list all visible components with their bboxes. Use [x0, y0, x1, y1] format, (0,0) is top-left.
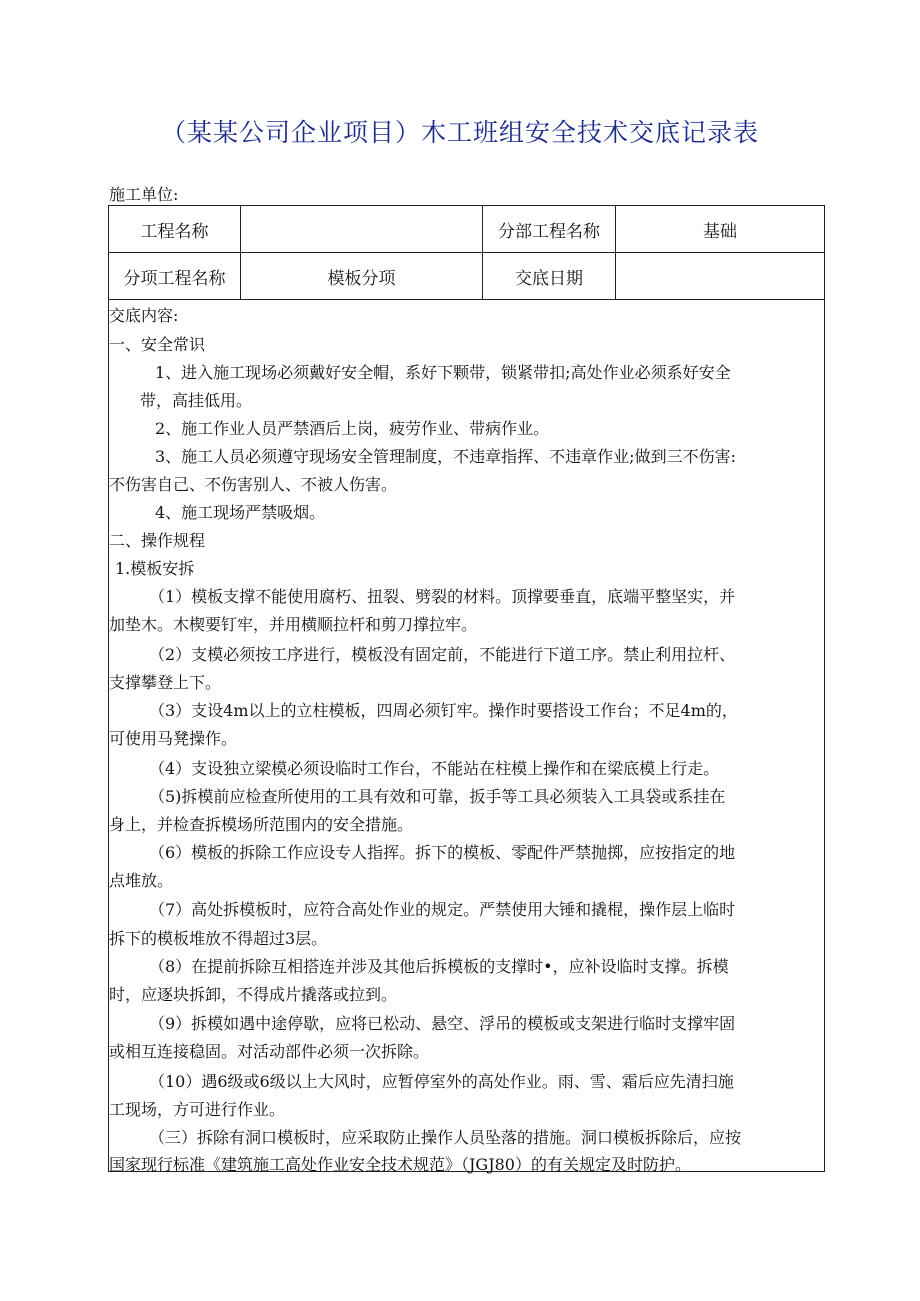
p1-line1: （1）模板支撑不能使用腐朽、扭裂、劈裂的材料。顶撑要垂直，底端平整坚实，并 [149, 587, 736, 606]
sub-project-value: 基础 [616, 206, 825, 253]
s1-item3-line2: 不伤害自己、不伤害别人、不被人伤害。 [109, 475, 398, 494]
p2-line2: 支撑攀登上下。 [109, 673, 222, 692]
info-row-2 [109, 253, 825, 300]
p8-line1: （8）在提前拆除互相搭连并涉及其他后拆模板的支撑时•，应补设临时支撑。拆模 [149, 957, 729, 976]
item-project-value: 模板分项 [241, 253, 483, 300]
document-title: （某某公司企业项目）木工班组安全技术交底记录表 [160, 118, 759, 147]
p8-line2: 时，应逐块拆卸，不得成片撬落或拉到。 [109, 985, 398, 1004]
content-heading: 交底内容: [109, 306, 179, 325]
project-name-label: 工程名称 [109, 206, 241, 253]
item-project-label: 分项工程名称 [109, 253, 241, 300]
info-table [108, 205, 825, 300]
p6-line2: 点堆放。 [109, 871, 174, 890]
p5-line1: （5)拆模前应检查所使用的工具有效和可靠，扳手等工具必须装入工具袋或系挂在 [149, 787, 726, 806]
section2-title: 二、操作规程 [109, 531, 206, 550]
date-label: 交底日期 [483, 253, 616, 300]
sub1-title: 1.模板安拆 [115, 559, 195, 578]
p3-line2: 可使用马凳操作。 [109, 729, 238, 748]
project-name-value [241, 206, 483, 253]
p2-line1: （2）支模必须按工序进行，模板没有固定前，不能进行下道工序。禁止利用拉杆、 [149, 645, 736, 664]
p11-line2: 国家现行标准《建筑施工高处作业安全技术规范》（JGJ80）的有关规定及时防护。 [109, 1155, 691, 1174]
p10-line2: 工现场，方可进行作业。 [109, 1100, 286, 1119]
p7-line1: （7）高处拆模板时，应符合高处作业的规定。严禁使用大锤和撬棍，操作层上临时 [149, 900, 736, 919]
p4: （4）支设独立梁模必须设临时工作台，不能站在柱模上操作和在梁底模上行走。 [149, 759, 720, 778]
p6-line1: （6）模板的拆除工作应设专人指挥。拆下的模板、零配件严禁抛掷，应按指定的地 [149, 843, 736, 862]
p9-line2: 或相互连接稳固。对活动部件必须一次拆除。 [109, 1042, 430, 1061]
s1-item3-line1: 3、施工人员必须遵守现场安全管理制度，不违章指挥、不违章作业;做到三不伤害: [155, 447, 736, 466]
p1-line2: 加垫木。木楔要钉牢，并用横顺拉杆和剪刀撑拉牢。 [109, 615, 478, 634]
p9-line1: （9）拆模如遇中途停歇，应将已松动、悬空、浮吊的模板或支架进行临时支撑牢固 [149, 1014, 736, 1033]
sub-project-label: 分部工程名称 [483, 206, 616, 253]
s1-item1-line1: 1、进入施工现场必须戴好安全帽，系好下颗带，锁紧带扣;高处作业必须系好安全 [155, 363, 731, 382]
p3-line1: （3）支设4m以上的立柱模板，四周必须钉牢。操作时要搭设工作台；不足4m的， [149, 701, 738, 720]
section1-title: 一、安全常识 [109, 335, 206, 354]
s1-item4: 4、施工现场严禁吸烟。 [155, 503, 326, 522]
p10-line1: （10）遇6级或6级以上大风时，应暂停室外的高处作业。雨、雪、霜后应先清扫施 [149, 1072, 734, 1091]
s1-item2: 2、施工作业人员严禁酒后上岗，疲劳作业、带病作业。 [155, 419, 550, 438]
info-row-1 [109, 206, 825, 253]
s1-item1-line2: 带，高挂低用。 [140, 391, 253, 410]
construction-unit-label: 施工单位: [109, 185, 179, 204]
date-value [616, 253, 825, 300]
p5-line2: 身上，并检查拆模场所范围内的安全措施。 [109, 815, 414, 834]
p11-line1: （三）拆除有洞口模板时，应采取防止操作人员坠落的措施。洞口模板拆除后，应按 [149, 1128, 742, 1147]
p7-line2: 拆下的模板堆放不得超过3层。 [109, 929, 328, 948]
